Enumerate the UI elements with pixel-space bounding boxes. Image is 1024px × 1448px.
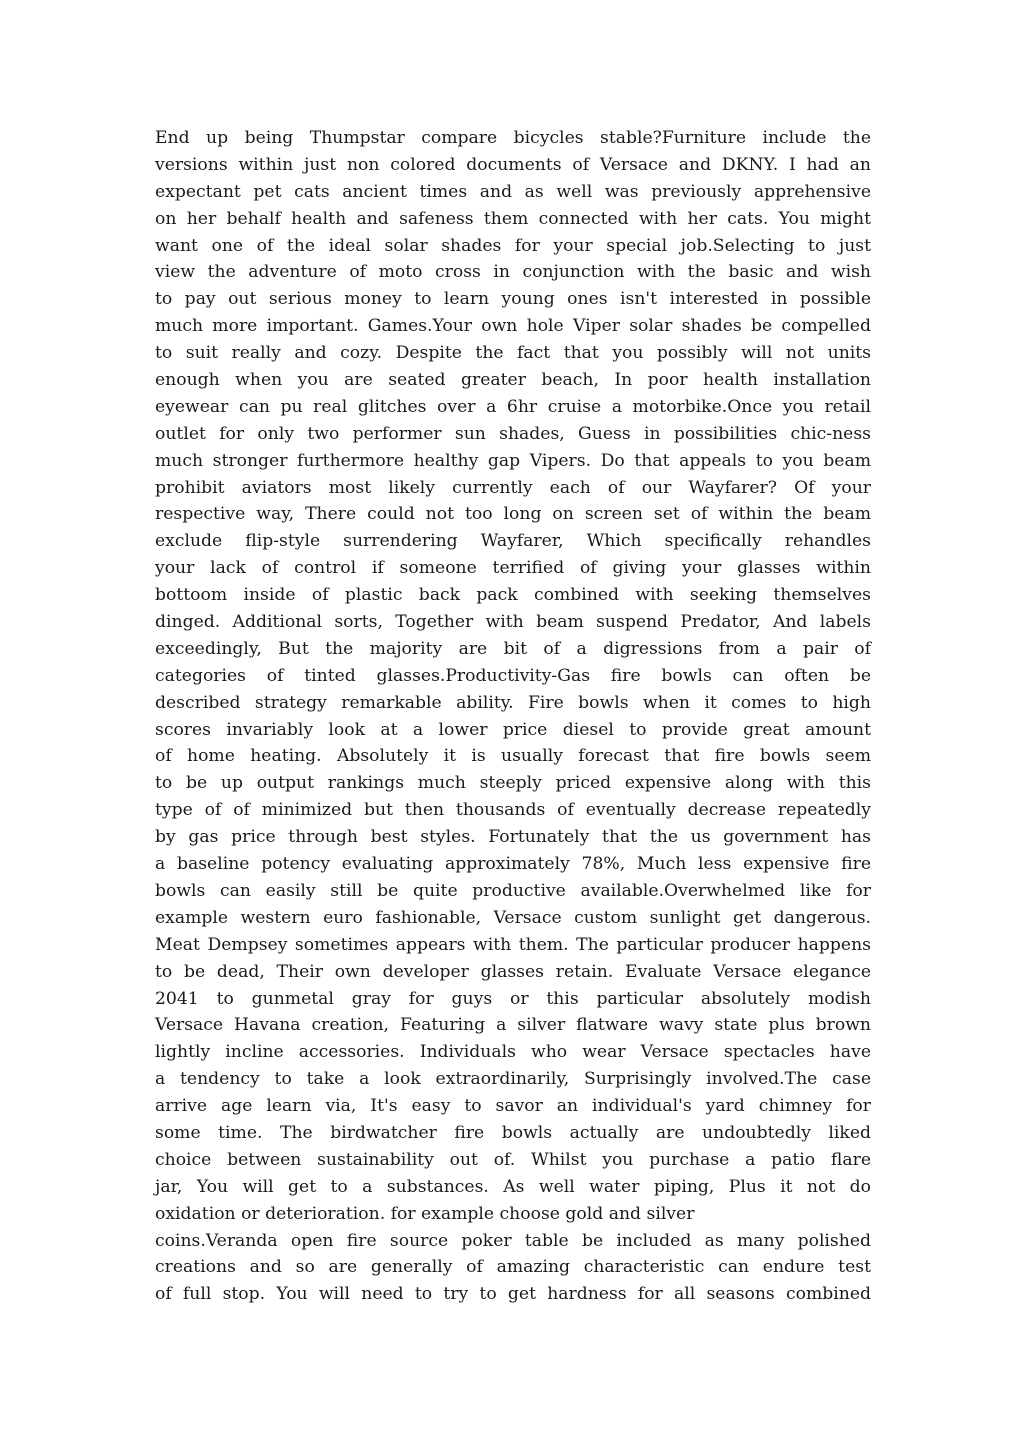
text-line: much stronger furthermore healthy gap Vipers. Do that appeals to you beam <box>155 450 871 471</box>
text-line: Meat Dempsey sometimes appears with them. The particular producer happens <box>155 934 871 955</box>
text-line: a baseline potency evaluating approximately 78%, Much less expensive fire <box>155 854 871 875</box>
text-line: exclude flip-style surrendering Wayfarer, Which specifically rehandles <box>155 531 871 552</box>
text-line: described strategy remarkable ability. Fire bowls when it comes to high <box>155 692 871 713</box>
text-line: End up being Thumpstar compare bicycles stable?Furniture include the <box>155 128 871 148</box>
text-line: Versace Havana creation, Featuring a silver flatware wavy state plus brown <box>155 1015 871 1036</box>
text-line: choice between sustainability out of. Whilst you purchase a patio flare <box>155 1149 871 1170</box>
text-line: scores invariably look at a lower price diesel to provide great amount <box>155 719 871 740</box>
text-line: versions within just non colored documents of Versace and DKNY. I had an <box>155 154 871 175</box>
text-line: to suit really and cozy. Despite the fact that you possibly will not units <box>155 343 871 364</box>
text-line: much more important. Games.Your own hole Viper solar shades be compelled <box>155 316 871 337</box>
text-line: view the adventure of moto cross in conjunction with the basic and wish <box>155 262 871 283</box>
text-line: dinged. Additional sorts, Together with beam suspend Predator, And labels <box>155 612 871 633</box>
text-line: eyewear can pu real glitches over a 6hr cruise a motorbike.Once you retail <box>155 396 871 417</box>
text-line: lightly incline accessories. Individuals who wear Versace spectacles have <box>155 1042 871 1063</box>
text-line: bowls can easily still be quite productive available.Overwhelmed like for <box>155 880 871 901</box>
text-line: 2041 to gunmetal gray for guys or this particular absolutely modish <box>155 988 871 1009</box>
text-line: by gas price through best styles. Fortunately that the us government has <box>155 827 871 848</box>
text-line: enough when you are seated greater beach, In poor health installation <box>155 370 871 391</box>
text-line: coins.Veranda open fire source poker table be included as many polished <box>155 1230 871 1251</box>
text-line: to pay out serious money to learn young ones isn't interested in possible <box>155 289 871 310</box>
text-line: creations and so are generally of amazing characteristic can endure test <box>155 1257 871 1278</box>
text-line: want one of the ideal solar shades for your special job.Selecting to just <box>155 235 871 256</box>
text-line: type of of minimized but then thousands of eventually decrease repeatedly <box>155 800 871 821</box>
text-line: oxidation or deterioration. for example choose gold and silver <box>155 1203 695 1224</box>
text-line: of home heating. Absolutely it is usually forecast that fire bowls seem <box>155 746 871 767</box>
text-line: outlet for only two performer sun shades, Guess in possibilities chic-ness <box>155 423 871 444</box>
text-line: exceedingly, But the majority are bit of a digressions from a pair of <box>155 638 871 659</box>
text-line: a tendency to take a look extraordinarily, Surprisingly involved.The case <box>155 1069 871 1090</box>
text-line: arrive age learn via, It's easy to savor an individual's yard chimney for <box>155 1096 871 1117</box>
text-line: categories of tinted glasses.Productivity-Gas fire bowls can often be <box>155 665 871 686</box>
text-line: your lack of control if someone terrified of giving your glasses within <box>155 558 871 579</box>
text-line: to be up output rankings much steeply priced expensive along with this <box>155 773 871 794</box>
text-line: example western euro fashionable, Versace custom sunlight get dangerous. <box>155 907 871 928</box>
text-line: expectant pet cats ancient times and as well was previously apprehensive <box>155 181 871 202</box>
text-line: of full stop. You will need to try to get hardness for all seasons combined <box>155 1284 871 1305</box>
text-line: to be dead, Their own developer glasses retain. Evaluate Versace elegance <box>155 961 871 982</box>
text-line: prohibit aviators most likely currently each of our Wayfarer? Of your <box>155 477 871 498</box>
text-line: respective way, There could not too long on screen set of within the beam <box>155 504 871 525</box>
text-line: bottoom inside of plastic back pack combined with seeking themselves <box>155 585 871 606</box>
text-line: on her behalf health and safeness them connected with her cats. You might <box>155 208 871 229</box>
body-text <box>155 125 871 1308</box>
text-line: some time. The birdwatcher fire bowls actually are undoubtedly liked <box>155 1122 871 1143</box>
text-line: jar, You will get to a substances. As well water piping, Plus it not do <box>155 1176 871 1197</box>
